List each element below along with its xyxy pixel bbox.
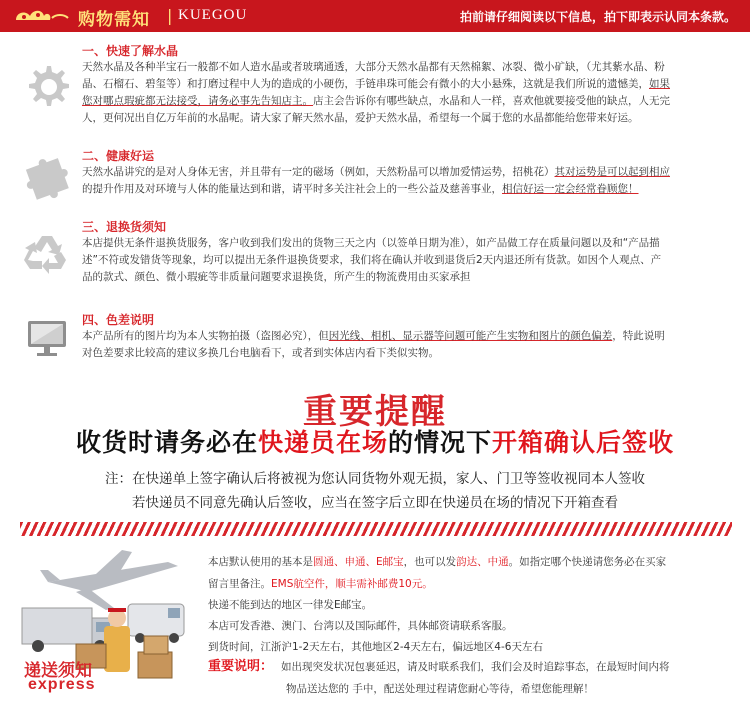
- header-notice: 拍前请仔细阅读以下信息，拍下即表示认同本条款。: [459, 10, 736, 24]
- reminder-note: 注：在快递单上签字确认后将被视为您认同货物外观无损，家人、门卫等签收视同本人签收: [105, 471, 645, 487]
- section-health: [0, 147, 750, 207]
- stripe-divider: [20, 522, 732, 536]
- section-body: [82, 164, 732, 198]
- express-label-en: express: [28, 676, 96, 693]
- section-line: 本店提供无条件退换货服务，客户收到我们发出的货物三天之内（以签单日期为准），如产品做工存在质量问题以及和“产品描: [82, 237, 660, 249]
- express-label-cn: 递送须知: [24, 661, 92, 681]
- section-body: [82, 59, 732, 127]
- gear-icon: [22, 60, 72, 110]
- section-crystal-info: [0, 42, 750, 132]
- delivery-line: 重要说明： 如出现突发状况包裹延迟，请及时联系我们，我们会及时追踪事态，在最短时间内将: [208, 659, 670, 674]
- airplane-icon: [40, 550, 178, 610]
- section-body: [82, 235, 732, 286]
- cloud-swirl-icon: [12, 4, 72, 28]
- brand-title: 购物需知: [78, 10, 150, 30]
- underlined-text: 如果: [649, 78, 670, 90]
- important-note-label: 重要说明：: [208, 659, 274, 674]
- section-line: 述”不符或发错货等现象，均可以提出无条件退换货要求，我们将在确认并收到退货后2天内退还所有货款。如因个人观点、产: [82, 254, 662, 266]
- section-title: 一、快速了解水晶: [82, 44, 179, 58]
- recycle-icon: [22, 230, 72, 280]
- underlined-text: 因光线、相机、显示器等问题可能产生实物和图片的颜色偏差: [328, 330, 613, 342]
- monitor-icon: [22, 313, 72, 363]
- brand-name: KUEGOU: [178, 7, 248, 23]
- delivery-line: 快递不能到达的地区一律发E邮宝。: [208, 599, 373, 611]
- delivery-line: 留言里备注。EMS航空件，顺丰需补邮费10元。: [208, 578, 433, 590]
- highlight-text: 快递员在场: [257, 428, 388, 457]
- reminder-title: 重要提醒: [303, 392, 447, 432]
- reminder-note: 若快递员不同意先确认后签收，应当在签字后立即在快递员在场的情况下开箱查看: [132, 495, 618, 511]
- section-returns: [0, 218, 750, 296]
- puzzle-icon: [22, 153, 72, 203]
- section-line: 人，更何况出自亿万年前的水晶呢。请大家了解天然水晶，爱护天然水晶，希望每一个属于您的水晶都能给您带来好运。: [82, 112, 639, 124]
- underlined-text: 其对运势是可以起到相应: [554, 166, 670, 178]
- reminder-headline: 收货时请务必在快递员在场的情况下开箱确认后签收: [75, 428, 675, 457]
- section-line: 对色差要求比较高的建议多换几台电脑看下，或者到实体店内看下类似实物。: [82, 347, 439, 359]
- brand-separator: |: [167, 6, 173, 25]
- section-line: 天然水晶讲究的是对人身体无害，并且带有一定的磁场（例如，天然粉晶可以增加爱情运势，招桃花）其对运势是可以起到相应: [82, 166, 670, 178]
- highlight-text: 开箱确认后签收: [492, 428, 675, 457]
- section-line: 本产品所有的图片均为本人实物拍摄（盗图必究），但因光线、相机、显示器等问题可能产生实物和图片的颜色偏差，特此说明: [82, 330, 665, 342]
- header-bar: [0, 0, 750, 32]
- underlined-text: 相信好运一定会经常眷顾您！: [502, 183, 639, 195]
- section-line: 晶、石榴石、碧玺等）和打磨过程中人为的造成的小硬伤，手链串珠可能会有微小的大小悬殊，这就是我们所说的遗憾美，如果: [82, 78, 670, 90]
- delivery-line: 到货时间，江浙沪1-2天左右，其他地区2-4天左右，偏远地区4-6天左右: [208, 641, 543, 653]
- section-line: 天然水晶及各种半宝石一般都不如人造水晶或者玻璃通透，大部分天然水晶都有天然棉絮、冰裂、微小矿缺，（尤其紫水晶、粉: [82, 61, 665, 73]
- section-line: 的提升作用及对环境与人体的能量达到和谐，请平时多关注社会上的一些公益及慈善事业，相信好运一定会经常眷顾您！: [82, 183, 639, 195]
- section-title: 四、色差说明: [82, 313, 155, 327]
- section-body: [82, 328, 732, 362]
- delivery-line: 本店默认使用的基本是圆通、申通、E邮宝，也可以发韵达、中通。如指定哪个快递请您务必在买家: [208, 556, 667, 568]
- delivery-line: 本店可发香港、澳门、台湾以及国际邮件，具体邮资请联系客服。: [208, 620, 513, 632]
- section-line: 您对哪点瑕疵都无法接受，请务必事先告知店主。店主会告诉你有哪些缺点，水晶和人一样，喜欢他就要接受他的缺点，人无完: [82, 95, 670, 107]
- section-color-diff: [0, 311, 750, 367]
- section-line: 品的款式、颜色、微小瑕疵等非质量问题要求退换货，所产生的物流费用由买家承担: [82, 271, 471, 283]
- section-title: 三、退换货须知: [82, 220, 167, 234]
- delivery-line: 物品送达您的 手中，配送处理过程请您耐心等待，希望您能理解！: [286, 683, 594, 695]
- underlined-text: 您对哪点瑕疵都无法接受，请务必事先告知店主。: [82, 95, 313, 107]
- section-title: 二、健康好运: [82, 149, 155, 163]
